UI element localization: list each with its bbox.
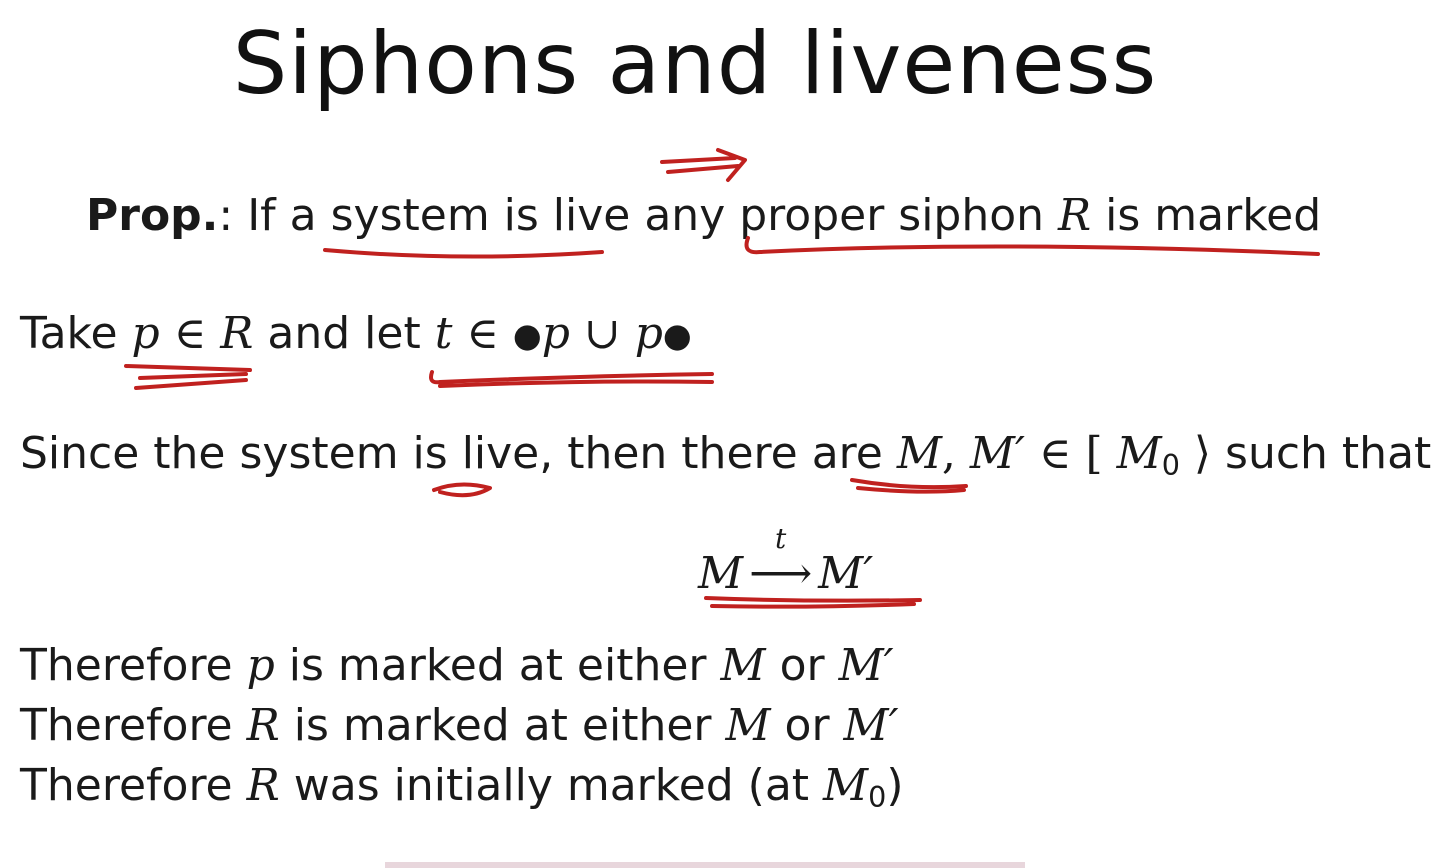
preset-dot: ● — [512, 315, 542, 355]
therefore-text: Therefore — [20, 760, 247, 811]
var-R: R — [220, 308, 254, 359]
var-p: p — [131, 308, 160, 359]
prop-text-system-live: system is live — [330, 190, 631, 241]
var-M-prime: M′ — [843, 700, 899, 751]
postset-dot: ● — [662, 315, 692, 355]
since-text: Since the system is — [20, 428, 462, 479]
union-symbol: ∪ — [569, 308, 635, 359]
such-that-text: such that — [1211, 428, 1431, 479]
underline-t-in-set — [431, 372, 712, 386]
underline-live — [434, 484, 490, 495]
var-t: t — [434, 308, 453, 359]
element-of-symbol: ∈ — [1024, 428, 1086, 479]
marked-text: is marked at either — [279, 700, 726, 751]
var-p: p — [246, 640, 275, 691]
implies-arrow-icon — [662, 150, 745, 180]
therefore-text: Therefore — [20, 700, 247, 751]
element-of-symbol: ∈ — [159, 308, 221, 359]
slide-title: Siphons and liveness — [232, 14, 1158, 114]
initially-marked-text: was initially marked (at — [279, 760, 824, 811]
prop-text-a: : If a — [218, 190, 331, 241]
var-M: M — [725, 700, 771, 751]
transition-arrow — [743, 522, 818, 599]
take-text: Take — [20, 308, 132, 359]
or-text: or — [765, 640, 839, 691]
transition-var-M-prime: M′ — [818, 548, 874, 599]
proposition — [86, 190, 1321, 241]
therefore-line-3 — [20, 760, 903, 814]
prop-var-R: R — [1058, 190, 1092, 241]
var-R: R — [246, 760, 280, 811]
prop-text-e: is marked — [1091, 190, 1322, 241]
underline-transition — [706, 598, 920, 607]
subscript-0: 0 — [1161, 448, 1180, 483]
or-text: or — [770, 700, 844, 751]
prop-label: Prop. — [86, 190, 219, 241]
var-M-prime: M′ — [838, 640, 894, 691]
marked-text: is marked at either — [274, 640, 721, 691]
left-bracket: [ — [1085, 428, 1117, 479]
element-of-symbol-2: ∈ — [452, 308, 513, 359]
underline-system-live — [325, 250, 602, 257]
var-M: M — [896, 428, 942, 479]
then-text: , then there are — [539, 428, 897, 479]
take-line — [20, 308, 692, 359]
var-p-preset: p — [541, 308, 570, 359]
transition-var-M: M — [698, 548, 744, 599]
var-M0: M — [1116, 428, 1162, 479]
bottom-bar — [385, 862, 1025, 868]
since-line — [20, 428, 1431, 482]
var-M0: M — [823, 760, 869, 811]
var-R: R — [246, 700, 280, 751]
transition-formula — [698, 522, 874, 599]
therefore-text: Therefore — [20, 640, 247, 691]
subscript-0: 0 — [868, 780, 887, 815]
long-arrow-icon: ⟶ — [749, 548, 813, 599]
and-let-text: and let — [253, 308, 435, 359]
underline-p-in-R — [126, 366, 250, 388]
therefore-line-2 — [20, 700, 899, 751]
therefore-line-1 — [20, 640, 894, 691]
var-M: M — [720, 640, 766, 691]
right-angle: ⟩ — [1179, 428, 1212, 479]
prop-text-c: any — [630, 190, 740, 241]
transition-label-t: t — [774, 522, 787, 555]
var-p-postset: p — [634, 308, 663, 359]
close-paren: ) — [886, 760, 904, 811]
prop-text-proper-siphon: proper siphon — [739, 190, 1059, 241]
var-M-prime: M′ — [969, 428, 1025, 479]
comma: , — [941, 428, 970, 479]
live-word: live — [461, 428, 540, 479]
